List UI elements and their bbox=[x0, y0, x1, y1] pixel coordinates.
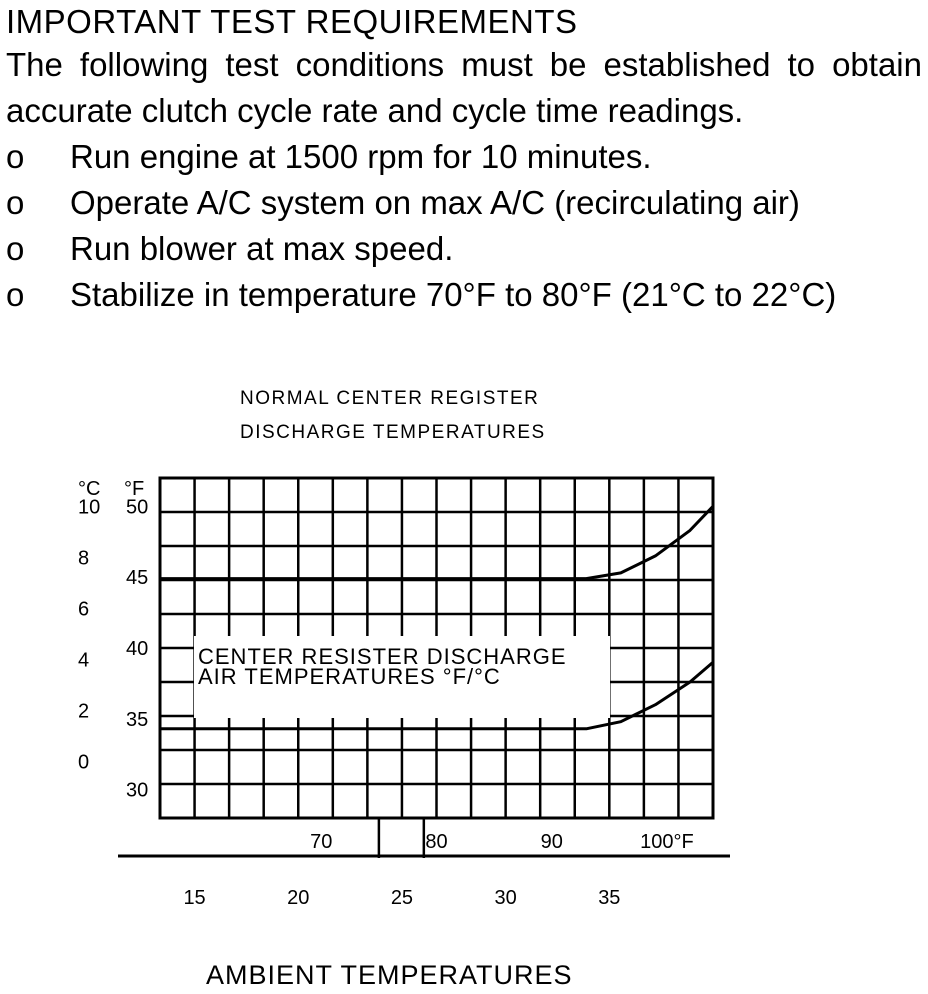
x-tick-label-celsius: 15 bbox=[183, 887, 206, 909]
x-tick-label-fahrenheit: 70 bbox=[310, 831, 333, 853]
x-tick-label-fahrenheit: 90 bbox=[540, 831, 563, 853]
list-item-text: Run engine at 1500 rpm for 10 minutes. bbox=[70, 138, 652, 175]
y-axis-unit-fahrenheit: °F bbox=[124, 478, 145, 500]
x-tick-label-fahrenheit: 100°F bbox=[640, 831, 694, 853]
y-tick-label-celsius: 10 bbox=[78, 496, 101, 519]
annotation-line-2: AIR TEMPERATURES °F/°C bbox=[198, 664, 501, 689]
y-tick-label-celsius: 2 bbox=[78, 700, 90, 723]
y-tick-label-fahrenheit: 50 bbox=[126, 496, 149, 519]
y-tick-label-fahrenheit: 40 bbox=[126, 638, 149, 660]
chart-title-line-2: DISCHARGE TEMPERATURES bbox=[240, 422, 546, 443]
chart-title-line-1: NORMAL CENTER REGISTER bbox=[240, 388, 540, 409]
y-tick-label-fahrenheit: 45 bbox=[126, 567, 149, 590]
x-tick-label-celsius: 20 bbox=[287, 887, 310, 909]
bullet-marker: o bbox=[6, 230, 25, 267]
list-item-text: Stabilize in temperature 70°F to 80°F (21°C to 22°C) bbox=[70, 276, 837, 313]
bullet-marker: o bbox=[6, 184, 25, 221]
heading: IMPORTANT TEST REQUIREMENTS bbox=[6, 3, 578, 40]
y-tick-label-fahrenheit: 35 bbox=[126, 708, 149, 731]
x-axis-label: AMBIENT TEMPERATURES bbox=[206, 960, 573, 990]
x-tick-label-fahrenheit: 80 bbox=[425, 831, 448, 853]
x-tick-label-celsius: 35 bbox=[598, 887, 621, 909]
y-tick-label-celsius: 6 bbox=[78, 598, 90, 621]
y-tick-label-fahrenheit: 30 bbox=[126, 779, 149, 802]
list-item-text: Operate A/C system on max A/C (recirculating air) bbox=[70, 184, 800, 221]
y-tick-labels bbox=[78, 496, 148, 801]
x-tick-labels bbox=[183, 831, 693, 909]
annotation-line-1: CENTER RESISTER DISCHARGE bbox=[198, 644, 567, 669]
y-tick-label-celsius: 0 bbox=[78, 751, 90, 774]
x-tick-label-celsius: 25 bbox=[390, 887, 414, 909]
y-tick-label-celsius: 4 bbox=[78, 649, 90, 672]
y-axis-unit-celsius: °C bbox=[78, 478, 101, 500]
list-item-text: Run blower at max speed. bbox=[70, 230, 454, 267]
bullet-marker: o bbox=[6, 138, 25, 175]
y-tick-label-celsius: 8 bbox=[78, 547, 90, 570]
x-tick-label-celsius: 30 bbox=[494, 887, 517, 909]
bullet-marker: o bbox=[6, 276, 25, 313]
intro-paragraph: The following test conditions must be established to obtain accurate clutch cycle rate and cycle time readings. bbox=[6, 46, 922, 129]
